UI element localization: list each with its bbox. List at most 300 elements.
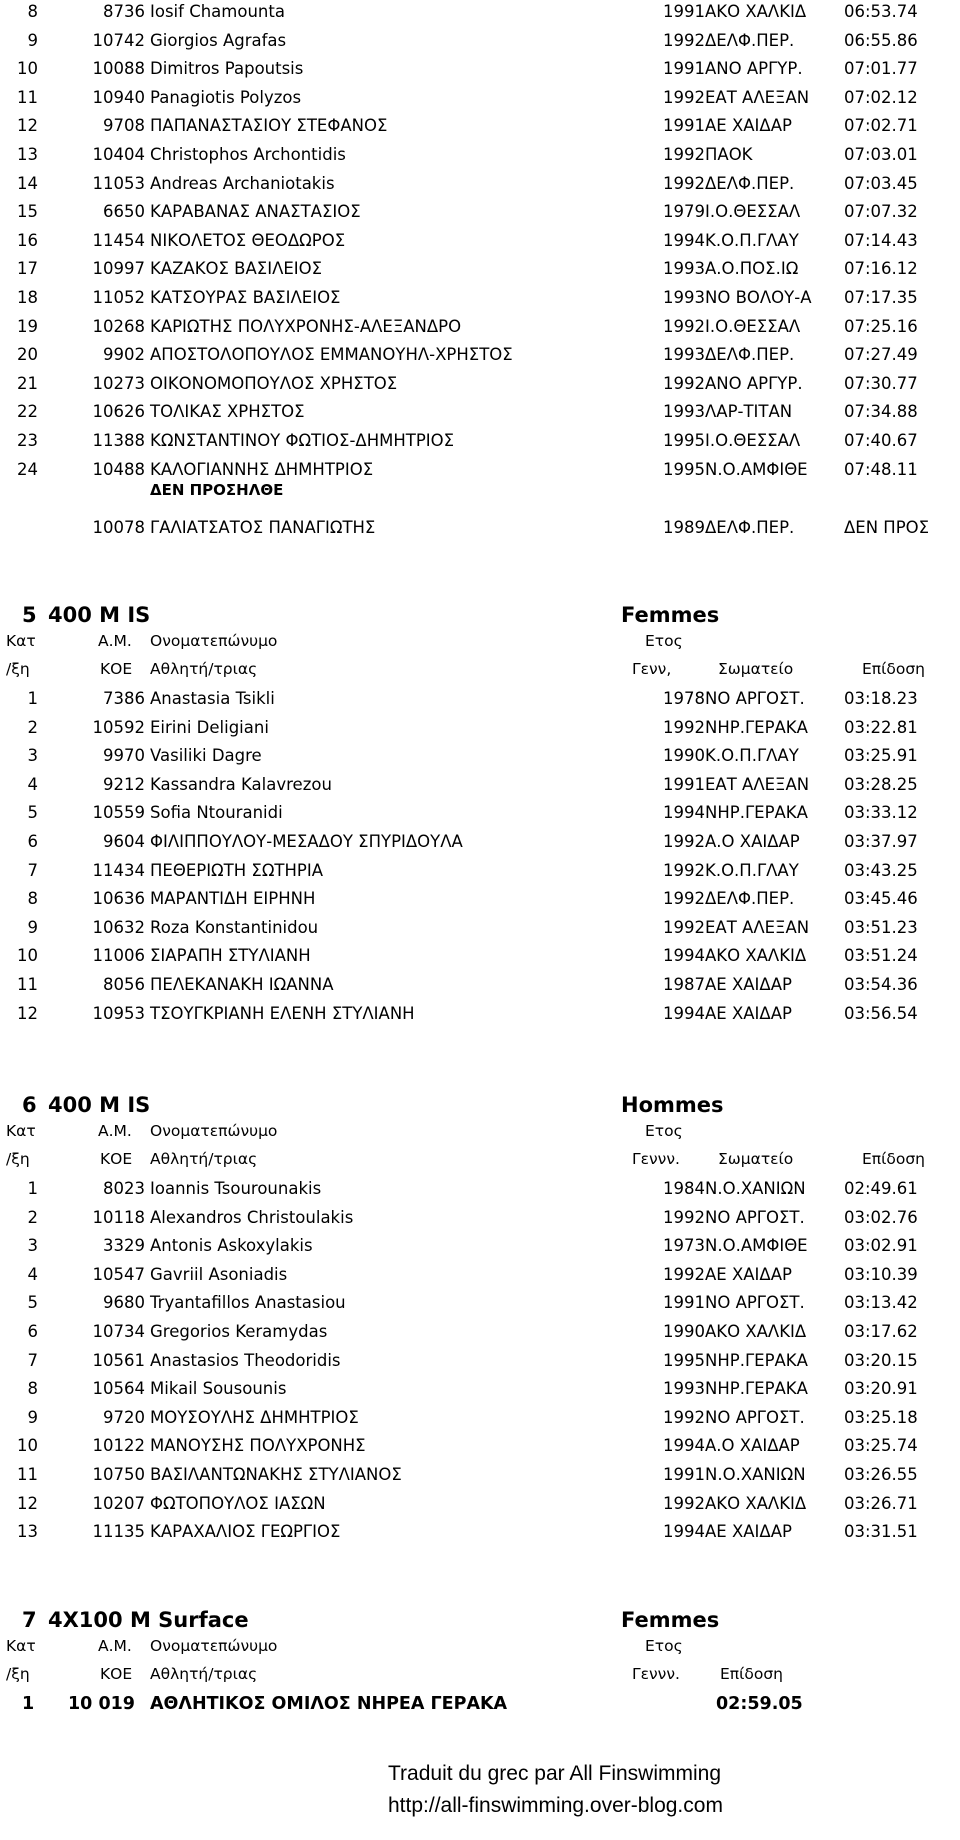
time-cell: 07:27.49 xyxy=(844,345,918,365)
club-cell: Ι.Ο.ΘΕΣΣΑΛ xyxy=(705,431,801,450)
time-cell: 07:40.67 xyxy=(844,431,918,450)
license-id-cell: 11052 xyxy=(92,288,145,307)
rank-cell: 3 xyxy=(27,1236,38,1256)
time-cell: 03:37.97 xyxy=(844,832,918,851)
license-id-cell: 10207 xyxy=(92,1493,145,1513)
license-id-cell: 10953 xyxy=(92,1003,145,1023)
license-id-cell: 10118 xyxy=(92,1207,145,1227)
result-row xyxy=(0,971,960,999)
license-id-cell: 10750 xyxy=(92,1465,145,1484)
result-row xyxy=(0,370,960,398)
license-id-cell: 10404 xyxy=(92,145,145,164)
club-cell: ΝΟ ΑΡΓΟΣΤ. xyxy=(705,689,805,708)
club-cell: ΑΕ ΧΑΙΔΑΡ xyxy=(705,1264,792,1284)
birth-year-cell: 1991 xyxy=(663,1465,705,1484)
club-cell: ΝΟ ΒΟΛΟΥ-Α xyxy=(705,288,812,307)
result-row xyxy=(0,1175,960,1203)
license-id-cell: 9720 xyxy=(103,1407,145,1427)
birth-year-cell: 1991 xyxy=(663,59,705,79)
header-athlete: Αθλητή/τριας xyxy=(150,1150,258,1168)
birth-year-cell: 1987 xyxy=(663,975,705,994)
license-id-cell: 11388 xyxy=(92,431,145,450)
event-number: 7 xyxy=(22,1608,37,1632)
event-number: 6 xyxy=(22,1093,37,1117)
column-header-row xyxy=(0,627,960,655)
header-club: Σωματείο xyxy=(718,660,794,678)
birth-year-cell: 1979 xyxy=(663,202,705,222)
rank-cell: 20 xyxy=(17,345,38,365)
license-id-cell: 10088 xyxy=(92,59,145,79)
license-id-cell: 8736 xyxy=(103,2,145,21)
result-row xyxy=(0,170,960,198)
club-cell: ΑΚΟ ΧΑΛΚΙΔ xyxy=(705,1322,807,1341)
athlete-name-cell: ΜΑΡΑΝΤΙΔΗ ΕΙΡΗΝΗ xyxy=(150,889,316,909)
time-cell: 02:49.61 xyxy=(844,1179,918,1198)
result-row xyxy=(0,771,960,799)
event-name: 400 M IS xyxy=(48,603,151,627)
time-cell: ΔΕΝ ΠΡΟΣ xyxy=(844,518,930,537)
birth-year-cell: 1992 xyxy=(663,87,705,107)
result-row xyxy=(0,284,960,312)
time-cell: 07:17.35 xyxy=(844,288,918,307)
result-row xyxy=(0,742,960,770)
license-id-cell: 10561 xyxy=(92,1350,145,1370)
license-id-cell: 10564 xyxy=(92,1379,145,1399)
birth-year-cell: 1992 xyxy=(663,1407,705,1427)
result-row xyxy=(0,914,960,942)
license-id-cell: 11006 xyxy=(92,946,145,966)
header-name: Ονοματεπώνυμο xyxy=(150,632,278,650)
result-row xyxy=(0,1347,960,1375)
time-cell: 03:43.25 xyxy=(844,860,918,880)
rank-cell: 7 xyxy=(27,860,38,880)
birth-year-cell: 1992 xyxy=(663,145,705,164)
athlete-name-cell: ΜΑΝΟΥΣΗΣ ΠΟΛΥΧΡΟΝΗΣ xyxy=(150,1436,366,1456)
athlete-name-cell: Andreas Archaniotakis xyxy=(150,173,335,193)
athlete-name-cell: ΟΙΚΟΝΟΜΟΠΟΥΛΟΣ ΧΡΗΣΤΟΣ xyxy=(150,373,398,393)
rank-cell: 22 xyxy=(17,402,38,422)
rank-cell: 10 xyxy=(17,946,38,966)
result-row xyxy=(0,1232,960,1260)
event-category: Femmes xyxy=(621,1608,720,1632)
rank-cell: 11 xyxy=(17,975,38,994)
club-cell: ΔΕΛΦ.ΠΕΡ. xyxy=(705,173,795,193)
club-cell: ΑΕ ΧΑΙΔΑΡ xyxy=(705,1522,792,1542)
athlete-name-cell: ΚΑΡΑΧΑΛΙΟΣ ΓΕΩΡΓΙΟΣ xyxy=(150,1522,341,1542)
license-id-cell: 11434 xyxy=(92,860,145,880)
license-id-cell: 3329 xyxy=(103,1236,145,1256)
result-row xyxy=(0,514,960,542)
time-cell: 03:17.62 xyxy=(844,1322,918,1341)
rank-cell: 5 xyxy=(27,803,38,823)
athlete-name-cell: ΑΠΟΣΤΟΛΟΠΟΥΛΟΣ ΕΜΜΑΝΟΥΗΛ-ΧΡΗΣΤΟΣ xyxy=(150,345,513,365)
time-cell: 07:34.88 xyxy=(844,402,918,422)
license-id-cell: 9604 xyxy=(103,832,145,851)
club-cell: Ι.Ο.ΘΕΣΣΑΛ xyxy=(705,202,801,222)
athlete-name-cell: ΚΑΡΙΩΤΗΣ ΠΟΛΥΧΡΟΝΗΣ-ΑΛΕΞΑΝΔΡΟ xyxy=(150,316,462,336)
did-not-start-label: ΔΕΝ ΠΡΟΣΗΛΘΕ xyxy=(150,481,284,499)
athlete-name-cell: ΤΟΛΙΚΑΣ ΧΡΗΣΤΟΣ xyxy=(150,402,305,422)
header-athlete: Αθλητή/τριας xyxy=(150,660,258,678)
birth-year-cell: 1994 xyxy=(663,1436,705,1456)
athlete-name-cell: ΦΩΤΟΠΟΥΛΟΣ ΙΑΣΩΝ xyxy=(150,1493,326,1513)
time-cell: 03:02.76 xyxy=(844,1207,918,1227)
rank-cell: 6 xyxy=(27,832,38,851)
result-row xyxy=(0,685,960,713)
athlete-name-cell: ΣΙΑΡΑΠΗ ΣΤΥΛΙΑΝΗ xyxy=(150,946,311,966)
athlete-name-cell: ΝΙΚΟΛΕΤΟΣ ΘΕΟΔΩΡΟΣ xyxy=(150,230,346,250)
header-rank: Κατ xyxy=(6,1637,36,1655)
license-id-cell: 10122 xyxy=(92,1436,145,1456)
license-id-cell: 10742 xyxy=(92,30,145,50)
header-federation: ΚΟΕ xyxy=(100,1665,133,1683)
club-cell: ΑΝΟ ΑΡΓΥΡ. xyxy=(705,373,803,393)
birth-year-cell: 1995 xyxy=(663,459,705,479)
time-cell: 03:45.46 xyxy=(844,889,918,909)
athlete-name-cell: Christophos Archontidis xyxy=(150,145,346,164)
time-cell: 03:26.71 xyxy=(844,1493,918,1513)
rank-cell: 17 xyxy=(17,259,38,279)
club-cell: Α.Ο.ΠΟΣ.ΙΩ xyxy=(705,259,799,279)
license-id-cell: 11053 xyxy=(92,173,145,193)
rank-cell: 2 xyxy=(27,1207,38,1227)
rank-cell: 18 xyxy=(17,288,38,307)
rank-cell: 4 xyxy=(27,774,38,794)
time-cell: 03:51.24 xyxy=(844,946,918,966)
time-cell: 03:31.51 xyxy=(844,1522,918,1542)
footer-credit: Traduit du grec par All Finswimming xyxy=(388,1762,722,1785)
club-cell: ΝΗΡ.ΓΕΡΑΚΑ xyxy=(705,1379,808,1399)
club-cell: Κ.Ο.Π.ΓΛΑΥ xyxy=(705,860,799,880)
time-cell: 03:25.91 xyxy=(844,746,918,766)
time-cell: 03:54.36 xyxy=(844,975,918,994)
time-cell: 07:03.45 xyxy=(844,173,918,193)
event-name: 4X100 M Surface xyxy=(48,1608,249,1632)
birth-year-cell: 1994 xyxy=(663,230,705,250)
birth-year-cell: 1993 xyxy=(663,1379,705,1399)
column-header-row xyxy=(0,1632,960,1660)
rank-cell: 1 xyxy=(27,689,38,708)
license-id-cell: 11135 xyxy=(92,1522,145,1542)
birth-year-cell: 1994 xyxy=(663,946,705,966)
header-club: Σωματείο xyxy=(718,1150,794,1168)
athlete-name-cell: ΠΕΘΕΡΙΩΤΗ ΣΩΤΗΡΙΑ xyxy=(150,860,324,880)
time-cell: 07:25.16 xyxy=(844,316,918,336)
result-row xyxy=(0,1204,960,1232)
header-federation: ΚΟΕ xyxy=(100,660,133,678)
athlete-name-cell: ΤΣΟΥΓΚΡΙΑΝΗ ΕΛΕΝΗ ΣΤΥΛΙΑΝΗ xyxy=(150,1003,415,1023)
rank-cell: 1 xyxy=(22,1694,35,1714)
rank-cell: 8 xyxy=(27,2,38,21)
rank-cell: 19 xyxy=(17,316,38,336)
rank-cell: 4 xyxy=(27,1264,38,1284)
athlete-name-cell: Anastasios Theodoridis xyxy=(150,1350,341,1370)
header-athlete: Αθλητή/τριας xyxy=(150,1665,258,1683)
license-id-cell: 10273 xyxy=(92,373,145,393)
club-cell: ΝΟ ΑΡΓΟΣΤ. xyxy=(705,1293,805,1313)
header-rank: Κατ xyxy=(6,1122,36,1140)
club-cell: ΔΕΛΦ.ΠΕΡ. xyxy=(705,345,795,365)
birth-year-cell: 1990 xyxy=(663,1322,705,1341)
rank-cell: 12 xyxy=(17,116,38,136)
time-cell: 07:02.12 xyxy=(844,87,918,107)
club-cell: ΑΕ ΧΑΙΔΑΡ xyxy=(705,975,792,994)
event-name: 400 M IS xyxy=(48,1093,151,1117)
license-id-cell: 9708 xyxy=(103,116,145,136)
result-row xyxy=(0,1375,960,1403)
birth-year-cell: 1991 xyxy=(663,1293,705,1313)
license-id-cell: 10078 xyxy=(92,518,145,537)
time-cell: 06:55.86 xyxy=(844,30,918,50)
birth-year-cell: 1992 xyxy=(663,316,705,336)
result-row xyxy=(0,198,960,226)
time-cell: 03:26.55 xyxy=(844,1465,918,1484)
birth-year-cell: 1993 xyxy=(663,345,705,365)
club-cell: ΑΝΟ ΑΡΓΥΡ. xyxy=(705,59,803,79)
rank-cell: 12 xyxy=(17,1003,38,1023)
birth-year-cell: 1994 xyxy=(663,1003,705,1023)
athlete-name-cell: ΚΑΛΟΓΙΑΝΝΗΣ ΔΗΜΗΤΡΙΟΣ xyxy=(150,459,374,479)
result-row xyxy=(0,714,960,742)
birth-year-cell: 1992 xyxy=(663,173,705,193)
result-row xyxy=(0,1432,960,1460)
header-rank: Κατ xyxy=(6,632,36,650)
birth-year-cell: 1993 xyxy=(663,402,705,422)
time-cell: 03:51.23 xyxy=(844,917,918,937)
athlete-name-cell: Giorgios Agrafas xyxy=(150,30,287,50)
result-row xyxy=(0,1000,960,1028)
result-row xyxy=(0,857,960,885)
header-name: Ονοματεπώνυμο xyxy=(150,1637,278,1655)
rank-cell: 12 xyxy=(17,1493,38,1513)
header-performance: Επίδοση xyxy=(862,1150,925,1168)
header-license: Α.Μ. xyxy=(98,632,132,650)
license-id-cell: 10592 xyxy=(92,717,145,737)
athlete-name-cell: Anastasia Tsikli xyxy=(150,689,275,708)
result-row xyxy=(0,1518,960,1546)
birth-year-cell: 1992 xyxy=(663,1264,705,1284)
birth-year-cell: 1992 xyxy=(663,832,705,851)
rank-cell: 14 xyxy=(17,173,38,193)
athlete-name-cell: Iosif Chamounta xyxy=(150,2,285,21)
time-cell: 07:01.77 xyxy=(844,59,918,79)
result-row xyxy=(0,84,960,112)
result-row xyxy=(0,341,960,369)
column-header-row xyxy=(0,1660,960,1688)
license-id-cell: 10734 xyxy=(92,1322,145,1341)
time-cell: 07:30.77 xyxy=(844,373,918,393)
header-year: Ετος xyxy=(645,632,683,650)
club-cell: Ν.Ο.ΑΜΦΙΘΕ xyxy=(705,1236,808,1256)
club-cell: Ν.Ο.ΧΑΝΙΩΝ xyxy=(705,1465,806,1484)
club-cell: ΔΕΛΦ.ΠΕΡ. xyxy=(705,30,795,50)
club-cell: ΛΑΡ-ΤΙΤΑΝ xyxy=(705,402,793,422)
club-cell: ΠΑΟΚ xyxy=(705,145,753,164)
athlete-name-cell: Sofia Ntouranidi xyxy=(150,803,283,823)
time-cell: 07:07.32 xyxy=(844,202,918,222)
athlete-name-cell: Mikail Sousounis xyxy=(150,1379,287,1399)
rank-cell: 6 xyxy=(27,1322,38,1341)
athlete-name-cell: ΚΑΡΑΒΑΝΑΣ ΑΝΑΣΤΑΣΙΟΣ xyxy=(150,202,361,222)
license-id-cell: 9902 xyxy=(103,345,145,365)
license-id-cell: 10636 xyxy=(92,889,145,909)
rank-cell: 5 xyxy=(27,1293,38,1313)
license-id-cell: 10268 xyxy=(92,316,145,336)
time-cell: 03:13.42 xyxy=(844,1293,918,1313)
result-row xyxy=(0,1404,960,1432)
club-cell: Ν.Ο.ΑΜΦΙΘΕ xyxy=(705,459,808,479)
time-cell: 07:16.12 xyxy=(844,259,918,279)
club-cell: ΑΚΟ ΧΑΛΚΙΔ xyxy=(705,946,807,966)
result-row xyxy=(0,255,960,283)
event-category: Femmes xyxy=(621,603,720,627)
rank-cell: 23 xyxy=(17,431,38,450)
header-year: Ετος xyxy=(645,1637,683,1655)
time-cell: 03:22.81 xyxy=(844,717,918,737)
birth-year-cell: 1993 xyxy=(663,288,705,307)
birth-year-cell: 1973 xyxy=(663,1236,705,1256)
license-id-cell: 11454 xyxy=(92,230,145,250)
athlete-name-cell: ΠΕΛΕΚΑΝΑΚΗ ΙΩΑΝΝΑ xyxy=(150,975,334,994)
event-category: Hommes xyxy=(621,1093,724,1117)
birth-year-cell: 1978 xyxy=(663,689,705,708)
birth-year-cell: 1995 xyxy=(663,431,705,450)
rank-cell: 8 xyxy=(27,1379,38,1399)
birth-year-cell: 1992 xyxy=(663,889,705,909)
birth-year-cell: 1992 xyxy=(663,373,705,393)
header-rank-suffix: /ξη xyxy=(6,1150,30,1168)
athlete-name-cell: ΓΑΛΙΑΤΣΑΤΟΣ ΠΑΝΑΓΙΩΤΗΣ xyxy=(150,518,376,537)
result-row xyxy=(0,1318,960,1346)
club-cell: ΕΑΤ ΑΛΕΞΑΝ xyxy=(705,917,810,937)
time-cell: 03:25.74 xyxy=(844,1436,918,1456)
athlete-name-cell: Kassandra Kalavrezou xyxy=(150,774,332,794)
birth-year-cell: 1992 xyxy=(663,1493,705,1513)
birth-year-cell: 1991 xyxy=(663,116,705,136)
club-cell: Α.Ο ΧΑΙΔΑΡ xyxy=(705,832,800,851)
header-performance: Επίδοση xyxy=(862,660,925,678)
time-cell: 03:02.91 xyxy=(844,1236,918,1256)
time-cell: 07:48.11 xyxy=(844,459,918,479)
rank-cell: 2 xyxy=(27,717,38,737)
rank-cell: 13 xyxy=(17,1522,38,1542)
rank-cell: 9 xyxy=(27,917,38,937)
license-id-cell: 10488 xyxy=(92,459,145,479)
athlete-name-cell: ΚΩΝΣΤΑΝΤΙΝΟΥ ΦΩΤΙΟΣ-ΔΗΜΗΤΡΙΟΣ xyxy=(150,431,455,450)
birth-year-cell: 1994 xyxy=(663,803,705,823)
time-cell: 07:02.71 xyxy=(844,116,918,136)
license-id-cell: 10 019 xyxy=(68,1694,135,1714)
birth-year-cell: 1992 xyxy=(663,717,705,737)
column-header-row xyxy=(0,1117,960,1145)
rank-cell: 21 xyxy=(17,373,38,393)
header-birth: Γεννν. xyxy=(632,1150,680,1168)
rank-cell: 13 xyxy=(17,145,38,164)
license-id-cell: 10547 xyxy=(92,1264,145,1284)
result-row xyxy=(0,799,960,827)
rank-cell: 3 xyxy=(27,746,38,766)
birth-year-cell: 1993 xyxy=(663,259,705,279)
result-row xyxy=(0,828,960,856)
athlete-name-cell: ΒΑΣΙΛΑΝΤΩΝΑΚΗΣ ΣΤΥΛΙΑΝΟΣ xyxy=(150,1465,402,1484)
rank-cell: 9 xyxy=(27,30,38,50)
result-row xyxy=(0,1261,960,1289)
club-cell: ΝΗΡ.ΓΕΡΑΚΑ xyxy=(705,717,808,737)
license-id-cell: 10997 xyxy=(92,259,145,279)
athlete-name-cell: ΚΑΤΣΟΥΡΑΣ ΒΑΣΙΛΕΙΟΣ xyxy=(150,288,341,307)
license-id-cell: 9680 xyxy=(103,1293,145,1313)
license-id-cell: 8023 xyxy=(103,1179,145,1198)
athlete-name-cell: Alexandros Christoulakis xyxy=(150,1207,354,1227)
result-row xyxy=(0,398,960,426)
club-cell: ΝΗΡ.ΓΕΡΑΚΑ xyxy=(705,1350,808,1370)
result-row xyxy=(0,227,960,255)
event-number: 5 xyxy=(22,603,37,627)
license-id-cell: 8056 xyxy=(103,975,145,994)
header-year: Ετος xyxy=(645,1122,683,1140)
rank-cell: 24 xyxy=(17,459,38,479)
club-cell: ΕΑΤ ΑΛΕΞΑΝ xyxy=(705,774,810,794)
birth-year-cell: 1992 xyxy=(663,1207,705,1227)
result-row xyxy=(0,313,960,341)
time-cell: 03:28.25 xyxy=(844,774,918,794)
club-cell: ΑΚΟ ΧΑΛΚΙΔ xyxy=(705,1493,807,1513)
club-cell: ΝΟ ΑΡΓΟΣΤ. xyxy=(705,1207,805,1227)
birth-year-cell: 1994 xyxy=(663,1522,705,1542)
club-cell: Κ.Ο.Π.ΓΛΑΥ xyxy=(705,746,799,766)
athlete-name-cell: Roza Konstantinidou xyxy=(150,917,319,937)
header-performance: Επίδοση xyxy=(720,1665,783,1683)
athlete-name-cell: Antonis Askoxylakis xyxy=(150,1236,313,1256)
athlete-name-cell: Eirini Deligiani xyxy=(150,717,269,737)
license-id-cell: 10626 xyxy=(92,402,145,422)
time-cell: 03:56.54 xyxy=(844,1003,918,1023)
result-row xyxy=(0,27,960,55)
result-row xyxy=(0,942,960,970)
column-header-row xyxy=(0,655,960,683)
rank-cell: 10 xyxy=(17,1436,38,1456)
footer-url: http://all-finswimming.over-blog.com xyxy=(388,1794,723,1817)
rank-cell: 8 xyxy=(27,889,38,909)
team-name-cell: ΑΘΛΗΤΙΚΟΣ ΟΜΙΛΟΣ ΝΗΡΕΑ ΓΕΡΑΚΑ xyxy=(150,1694,508,1714)
time-cell: 03:10.39 xyxy=(844,1264,918,1284)
result-row xyxy=(0,1289,960,1317)
rank-cell: 11 xyxy=(17,1465,38,1484)
athlete-name-cell: Vasiliki Dagre xyxy=(150,746,262,766)
athlete-name-cell: Gavriil Asoniadis xyxy=(150,1264,288,1284)
license-id-cell: 10559 xyxy=(92,803,145,823)
birth-year-cell: 1995 xyxy=(663,1350,705,1370)
club-cell: Ι.Ο.ΘΕΣΣΑΛ xyxy=(705,316,801,336)
result-row xyxy=(0,141,960,169)
athlete-name-cell: Tryantafillos Anastasiou xyxy=(150,1293,346,1313)
time-cell: 03:33.12 xyxy=(844,803,918,823)
club-cell: ΝΗΡ.ΓΕΡΑΚΑ xyxy=(705,803,808,823)
time-cell: 07:03.01 xyxy=(844,145,918,164)
birth-year-cell: 1992 xyxy=(663,917,705,937)
athlete-name-cell: ΚΑΖΑΚΟΣ ΒΑΣΙΛΕΙΟΣ xyxy=(150,259,323,279)
header-rank-suffix: /ξη xyxy=(6,660,30,678)
result-row xyxy=(0,427,960,455)
license-id-cell: 9970 xyxy=(103,746,145,766)
club-cell: ΔΕΛΦ.ΠΕΡ. xyxy=(705,518,795,537)
header-name: Ονοματεπώνυμο xyxy=(150,1122,278,1140)
club-cell: Κ.Ο.Π.ΓΛΑΥ xyxy=(705,230,799,250)
club-cell: ΑΕ ΧΑΙΔΑΡ xyxy=(705,116,792,136)
time-cell: 02:59.05 xyxy=(716,1694,803,1714)
result-row xyxy=(0,1461,960,1489)
license-id-cell: 10632 xyxy=(92,917,145,937)
